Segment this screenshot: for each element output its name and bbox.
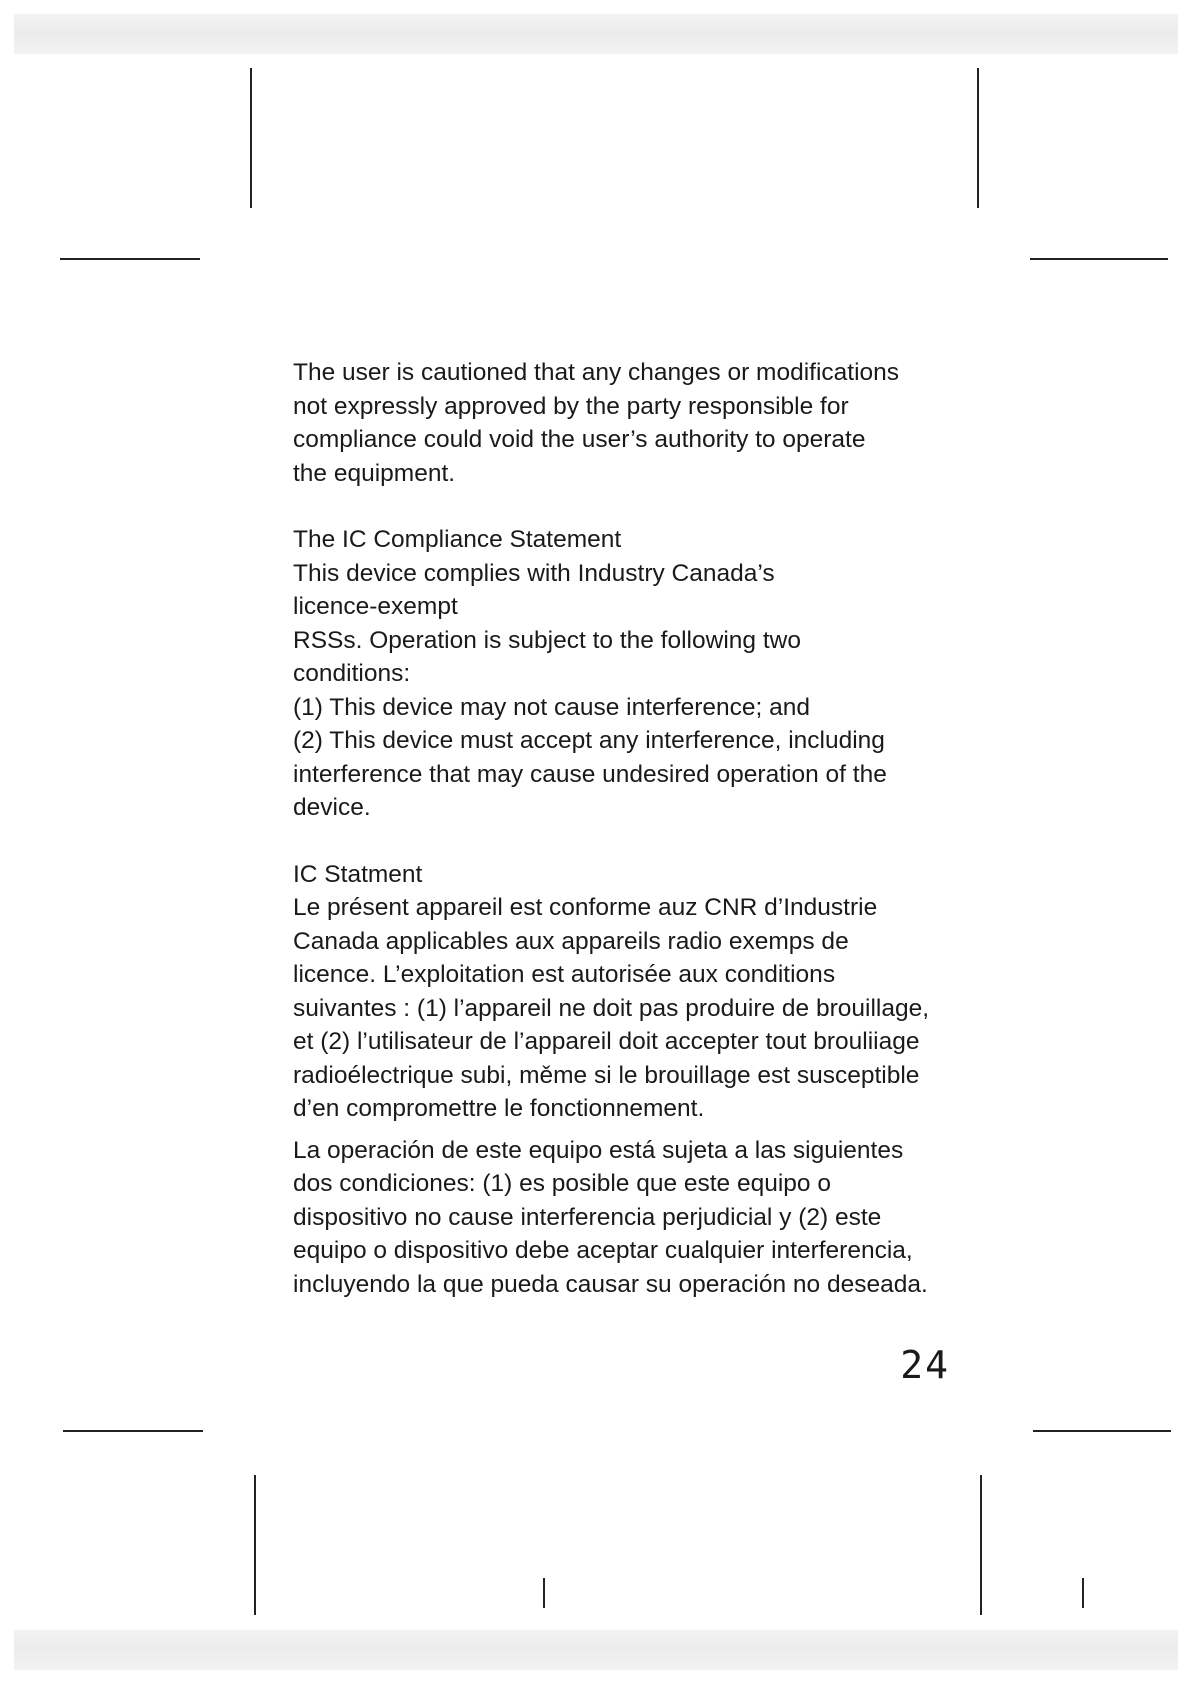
crop-mark-bottom-right-horizontal: [1033, 1430, 1171, 1432]
scan-band-bottom: [14, 1630, 1178, 1670]
crop-mark-bottom-left-vertical: [254, 1475, 256, 1615]
text-line: d’en compromettre le fonctionnement.: [293, 1095, 705, 1122]
text-line: licence-exempt: [293, 593, 458, 620]
crop-mark-bottom-right-vertical: [980, 1475, 982, 1615]
registration-tick-right: [1082, 1578, 1084, 1608]
text-line: suivantes : (1) l’appareil ne doit pas produire de brouillage,: [293, 994, 930, 1022]
text-line: licence. L’exploitation est autorisée aux conditions: [293, 961, 836, 988]
paragraph-fcc-caution: [293, 356, 953, 490]
text-line: incluyendo la que pueda causar su operación no deseada.: [293, 1270, 928, 1298]
page-number: 24: [900, 1343, 950, 1387]
text-line: interference that may cause undesired operation of the: [293, 760, 887, 788]
crop-mark-top-right-vertical: [977, 68, 979, 208]
text-line: equipo o dispositivo debe aceptar cualquier interferencia,: [293, 1237, 913, 1264]
text-line: dispositivo no cause interferencia perjudicial y (2) este: [293, 1203, 882, 1231]
text-line: The user is cautioned that any changes or modifications: [293, 359, 900, 386]
text-line: Canada applicables aux appareils radio exemps de: [293, 927, 849, 955]
text-line: conditions:: [293, 660, 411, 687]
scan-band-top: [14, 14, 1178, 54]
text-line: RSSs. Operation is subject to the following two: [293, 626, 801, 654]
paragraph-spanish: [293, 1134, 953, 1302]
text-line: not expressly approved by the party responsible for: [293, 392, 849, 420]
section-heading: IC Statment: [293, 860, 423, 888]
text-line: radioélectrique subi, měme si le brouillage est susceptible: [293, 1061, 920, 1089]
text-line: dos condiciones: (1) es posible que este equipo o: [293, 1170, 831, 1197]
text-line: the equipment.: [293, 459, 456, 487]
text-line: La operación de este equipo está sujeta a las siguientes: [293, 1136, 904, 1164]
registration-tick-center: [543, 1578, 545, 1608]
text-line: (1) This device may not cause interference; and: [293, 693, 811, 721]
paragraph-ic-compliance: [293, 523, 953, 825]
crop-mark-top-left-vertical: [250, 68, 252, 208]
text-line: et (2) l’utilisateur de l’appareil doit accepter tout brouliiage: [293, 1028, 920, 1055]
section-heading: The IC Compliance Statement: [293, 526, 622, 553]
crop-mark-top-left-horizontal: [60, 258, 200, 260]
text-line: (2) This device must accept any interference, including: [293, 727, 885, 754]
crop-mark-bottom-left-horizontal: [63, 1430, 203, 1432]
text-line: device.: [293, 794, 371, 821]
document-body: [293, 356, 953, 1301]
crop-mark-top-right-horizontal: [1030, 258, 1168, 260]
paragraph-ic-statement-french: [293, 858, 953, 1126]
text-line: compliance could void the user’s authority to operate: [293, 426, 866, 453]
text-line: This device complies with Industry Canada’s: [293, 559, 775, 587]
text-line: Le présent appareil est conforme auz CNR d’Industrie: [293, 894, 878, 921]
